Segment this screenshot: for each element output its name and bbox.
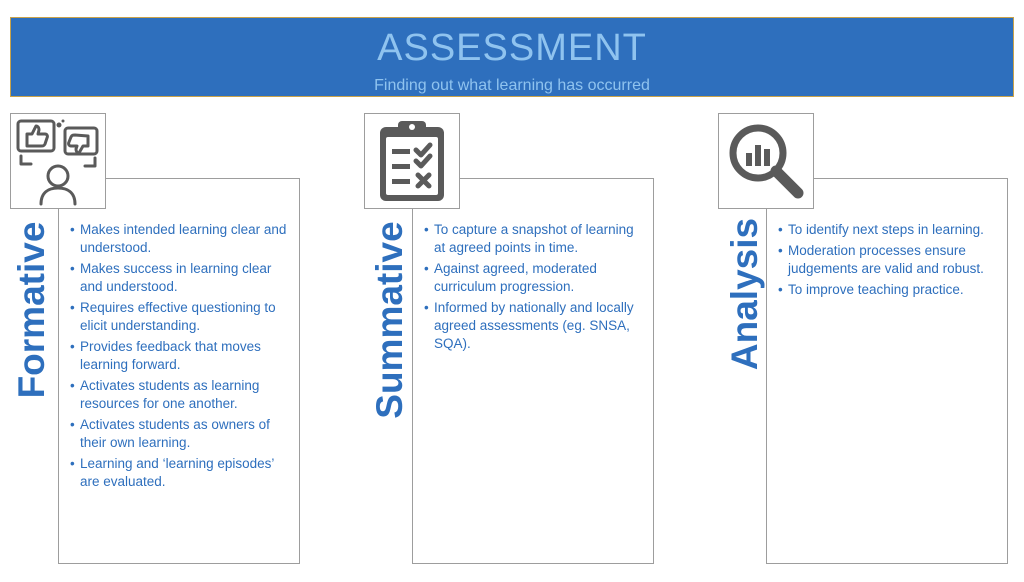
list-item: • Learning and ‘learning episodes’ are evaluated. <box>70 455 292 491</box>
list-item: • Moderation processes ensure judgements are valid and robust. <box>778 242 1000 278</box>
list-item: • Informed by nationally and locally agreed assessments (eg. SNSA, SQA). <box>424 299 646 353</box>
formative-label: Formative <box>11 221 52 399</box>
list-item: • Against agreed, moderated curriculum progression. <box>424 260 646 296</box>
list-item: • To capture a snapshot of learning at agreed points in time. <box>424 221 646 257</box>
list-item: • To identify next steps in learning. <box>778 221 1000 239</box>
formative-icon-box <box>10 113 106 209</box>
list-item: • Activates students as owners of their own learning. <box>70 416 292 452</box>
formative-points <box>70 221 292 494</box>
list-item: • Makes success in learning clear and understood. <box>70 260 292 296</box>
analysis-points <box>778 221 1000 302</box>
summative-points <box>424 221 646 356</box>
list-item: • To improve teaching practice. <box>778 281 1000 299</box>
thumbs-feedback-icon <box>13 116 103 206</box>
header-banner <box>10 17 1014 97</box>
clipboard-checklist-icon <box>372 119 452 203</box>
analysis-icon-box <box>718 113 814 209</box>
page-subtitle: Finding out what learning has occurred <box>374 77 650 94</box>
summative-label: Summative <box>369 221 410 419</box>
list-item: • Requires effective questioning to elicit understanding. <box>70 299 292 335</box>
list-item: • Activates students as learning resources for one another. <box>70 377 292 413</box>
magnifier-chart-icon <box>724 119 808 203</box>
list-item: • Makes intended learning clear and understood. <box>70 221 292 257</box>
list-item: • Provides feedback that moves learning forward. <box>70 338 292 374</box>
page-title: ASSESSMENT <box>377 27 647 69</box>
analysis-label: Analysis <box>724 217 765 371</box>
summative-icon-box <box>364 113 460 209</box>
